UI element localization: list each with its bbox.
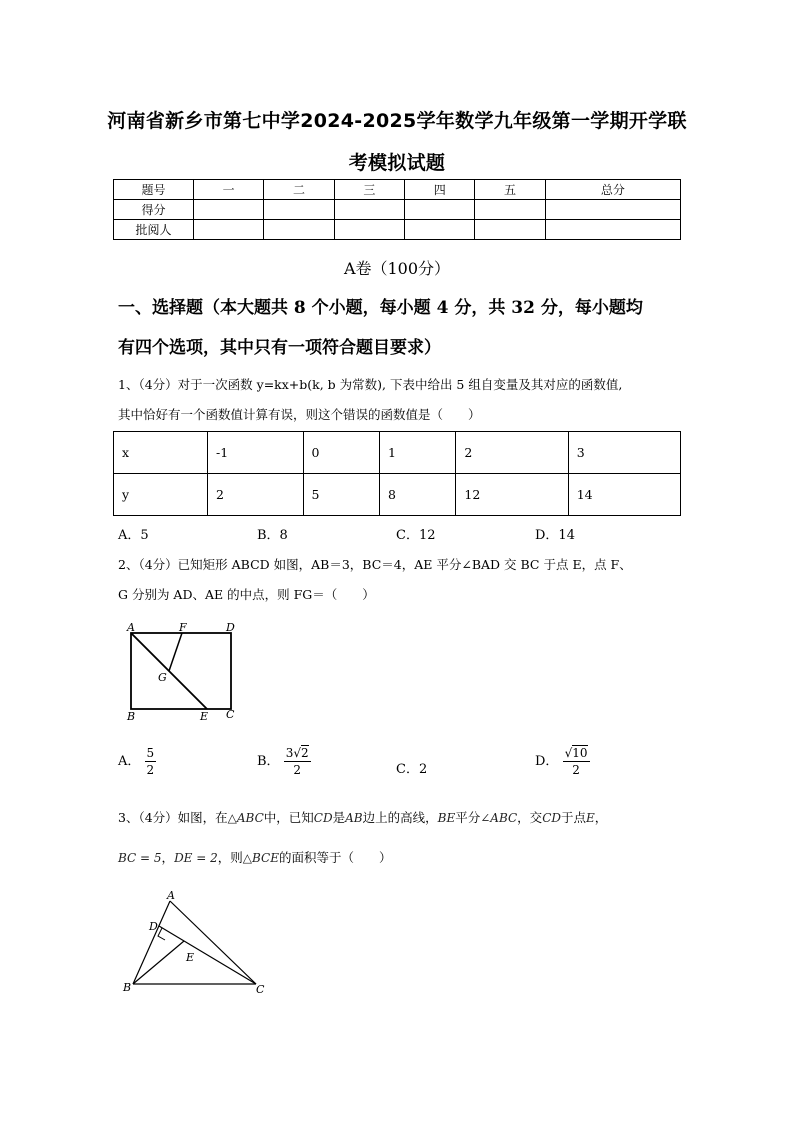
score-header-cell: 一 <box>194 180 264 200</box>
score-table-row <box>114 200 681 220</box>
segment-cd <box>159 926 256 984</box>
sqrt-icon: √ <box>293 746 301 760</box>
score-cell[interactable] <box>475 200 545 220</box>
score-cell[interactable] <box>194 220 264 240</box>
label-c: C <box>226 708 235 721</box>
math: AB <box>345 811 363 825</box>
table-cell: 3 <box>568 432 680 474</box>
text: ，交 <box>517 810 543 825</box>
section-heading-line-2: 有四个选项，其中只有一项符合题目要求） <box>118 338 441 358</box>
score-cell[interactable] <box>545 200 680 220</box>
label-g: G <box>158 671 167 684</box>
score-cell[interactable] <box>334 200 404 220</box>
label-a: A <box>127 621 135 634</box>
text: ，则 <box>217 850 243 865</box>
table-cell: 8 <box>379 474 455 516</box>
segment-be <box>133 941 184 984</box>
score-cell[interactable] <box>264 200 334 220</box>
text: 是 <box>332 810 346 825</box>
score-header-cell: 四 <box>405 180 475 200</box>
table-row <box>114 432 681 474</box>
q3-text-line-1 <box>118 803 688 833</box>
title-line-1: 河南省新乡市第七中学2024-2025学年数学九年级第一学期开学联 <box>107 110 687 132</box>
numerator: 5 <box>146 746 155 760</box>
numerator <box>284 745 311 762</box>
math: CD <box>542 811 561 825</box>
table-cell: y <box>114 474 208 516</box>
score-table-header-row <box>114 180 681 200</box>
table-cell: 2 <box>208 474 304 516</box>
label-f: F <box>179 621 187 634</box>
label-d: D <box>226 621 235 634</box>
q2-text-line-1: 2、（4分）已知矩形 ABCD 如图，AB＝3，BC＝4，AE 平分∠BAD 交 BC 于点 E，点 F、 <box>118 557 632 572</box>
math: E <box>586 811 595 825</box>
fraction <box>284 745 311 778</box>
radicand: 2 <box>301 746 309 760</box>
title-line-2: 考模拟试题 <box>348 152 446 174</box>
label-e: E <box>200 710 209 723</box>
score-header-cell: 三 <box>334 180 404 200</box>
score-table-row <box>114 220 681 240</box>
label-c: C <box>256 983 265 996</box>
text: 中，已知 <box>263 810 314 825</box>
score-cell[interactable] <box>264 220 334 240</box>
denominator: 2 <box>293 763 301 777</box>
fraction <box>145 745 157 778</box>
segment-fg <box>169 633 182 671</box>
section-heading-line-1: 一、选择题（本大题共 8 个小题，每小题 4 分，共 32 分，每小题均 <box>118 298 643 318</box>
q2-rectangle-figure <box>118 618 248 728</box>
table-cell: 14 <box>568 474 680 516</box>
q2-text-line-2: G 分别为 AD、AE 的中点，则 FG＝（ ） <box>118 587 375 602</box>
label-a: A <box>167 890 175 902</box>
text: ， <box>594 810 608 825</box>
math: △BCE <box>242 851 279 865</box>
label-e: E <box>186 951 195 964</box>
math: DE = 2 <box>174 851 218 865</box>
denominator: 2 <box>146 763 155 777</box>
q1-text-line-2: 其中恰好有一个函数值计算有误，则这个错误的函数值是（ ） <box>118 407 481 422</box>
table-cell: 12 <box>456 474 568 516</box>
text: 边上的高线， <box>362 810 438 825</box>
score-header-cell: 二 <box>264 180 334 200</box>
volume-heading: A卷（100分） <box>343 259 451 278</box>
segment-ab <box>133 901 170 984</box>
text: 的面积等于（ ） <box>279 850 392 865</box>
q1-function-table <box>113 431 681 516</box>
q3-triangle-figure <box>118 890 278 1002</box>
score-cell[interactable] <box>545 220 680 240</box>
text: ， <box>161 850 175 865</box>
q2-option-a[interactable] <box>118 745 156 778</box>
q1-option-a[interactable]: A．5 <box>118 528 149 543</box>
q2-option-d[interactable] <box>535 745 590 778</box>
table-cell: 1 <box>379 432 455 474</box>
table-row <box>114 474 681 516</box>
label-d: D <box>149 920 158 933</box>
table-cell: 0 <box>303 432 379 474</box>
score-cell[interactable] <box>194 200 264 220</box>
table-cell: -1 <box>208 432 304 474</box>
q1-option-b[interactable]: B．8 <box>257 528 288 543</box>
score-cell[interactable] <box>405 200 475 220</box>
rectangle-abcd <box>131 633 231 709</box>
score-cell[interactable] <box>475 220 545 240</box>
score-row-label: 得分 <box>114 200 194 220</box>
coefficient: 3 <box>285 746 294 760</box>
sqrt-icon: √ <box>564 746 573 760</box>
denominator: 2 <box>572 763 580 777</box>
math: BE <box>437 811 456 825</box>
score-cell[interactable] <box>334 220 404 240</box>
score-header-cell: 五 <box>475 180 545 200</box>
label-b: B <box>123 981 132 994</box>
text: 于点 <box>561 810 587 825</box>
math: BC = 5 <box>118 851 162 865</box>
label-b: B <box>127 710 136 723</box>
math: CD <box>313 811 333 825</box>
table-cell: x <box>114 432 208 474</box>
table-cell: 5 <box>303 474 379 516</box>
score-cell[interactable] <box>405 220 475 240</box>
q1-text-line-1: 1、（4分）对于一次函数 y=kx+b(k, b 为常数), 下表中给出 5 组自变量及其对应的函数值, <box>118 377 623 392</box>
table-cell: 2 <box>456 432 568 474</box>
q2-option-b[interactable] <box>257 745 311 778</box>
q3-text-line-2 <box>118 843 688 873</box>
q1-option-d[interactable]: D．14 <box>535 528 575 543</box>
option-label: A． <box>118 754 141 769</box>
option-label: B． <box>257 754 280 769</box>
radicand: 10 <box>572 746 588 760</box>
score-row-label: 批阅人 <box>114 220 194 240</box>
math: ∠ABC <box>480 811 518 825</box>
numerator <box>563 745 590 762</box>
text: 平分 <box>455 810 481 825</box>
fraction <box>563 745 590 778</box>
score-header-cell: 总分 <box>545 180 680 200</box>
q1-option-c[interactable]: C．12 <box>396 528 436 543</box>
text: 3、（4分）如图，在 <box>118 810 228 825</box>
option-label: D． <box>535 754 559 769</box>
score-header-cell: 题号 <box>114 180 194 200</box>
score-table <box>113 179 681 240</box>
q2-option-c[interactable]: C．2 <box>396 762 428 777</box>
math: △ABC <box>227 811 264 825</box>
right-angle-mark <box>158 928 165 940</box>
